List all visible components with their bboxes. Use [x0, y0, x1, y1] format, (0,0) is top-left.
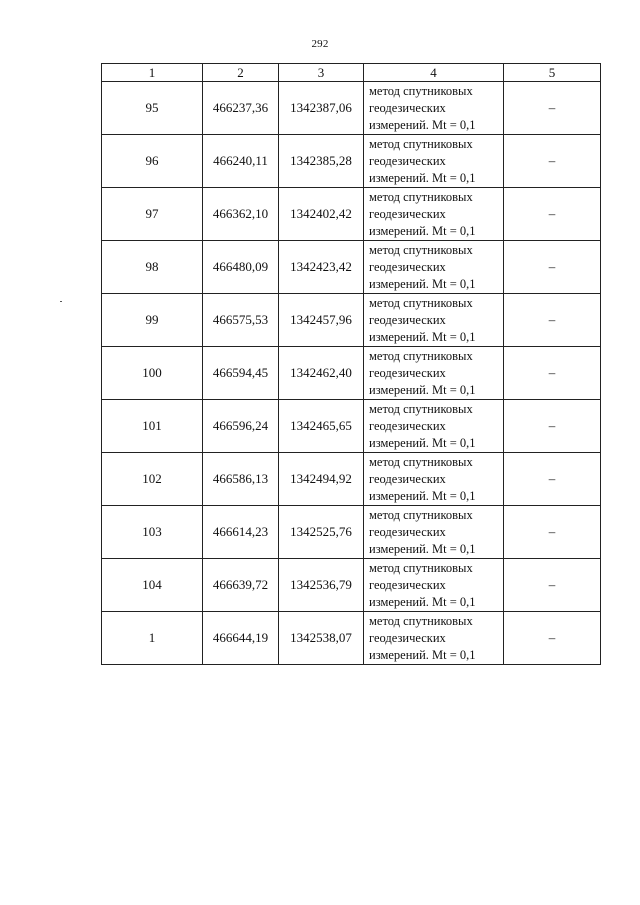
note-cell: –	[504, 400, 601, 453]
method-line: метод спутниковых	[369, 242, 473, 257]
method-cell	[364, 453, 504, 506]
method-line: измерений. Mt = 0,1	[369, 594, 476, 609]
y-coordinate-cell: 1342538,07	[279, 612, 364, 665]
method-cell	[364, 241, 504, 294]
method-line: метод спутниковых	[369, 454, 473, 469]
method-line: геодезических	[369, 312, 446, 327]
table-row	[102, 347, 601, 400]
method-cell	[364, 347, 504, 400]
y-coordinate-cell: 1342387,06	[279, 82, 364, 135]
header-col-3: 3	[279, 64, 364, 82]
table-row	[102, 188, 601, 241]
method-line: измерений. Mt = 0,1	[369, 329, 476, 344]
header-col-2: 2	[203, 64, 279, 82]
table-row	[102, 612, 601, 665]
coordinates-table	[101, 63, 601, 665]
table-row	[102, 453, 601, 506]
method-line: измерений. Mt = 0,1	[369, 223, 476, 238]
header-col-1: 1	[102, 64, 203, 82]
page-number: 292	[311, 38, 329, 50]
note-cell: –	[504, 135, 601, 188]
x-coordinate-cell: 466575,53	[203, 294, 279, 347]
method-line: метод спутниковых	[369, 348, 473, 363]
x-coordinate-cell: 466594,45	[203, 347, 279, 400]
y-coordinate-cell: 1342536,79	[279, 559, 364, 612]
point-number-cell: 101	[102, 400, 203, 453]
method-line: метод спутниковых	[369, 560, 473, 575]
method-line: геодезических	[369, 630, 446, 645]
method-cell	[364, 559, 504, 612]
method-cell	[364, 135, 504, 188]
point-number-cell: 96	[102, 135, 203, 188]
method-line: измерений. Mt = 0,1	[369, 488, 476, 503]
y-coordinate-cell: 1342465,65	[279, 400, 364, 453]
x-coordinate-cell: 466596,24	[203, 400, 279, 453]
x-coordinate-cell: 466240,11	[203, 135, 279, 188]
table-row	[102, 559, 601, 612]
x-coordinate-cell: 466480,09	[203, 241, 279, 294]
table-row	[102, 241, 601, 294]
method-cell	[364, 506, 504, 559]
method-line: измерений. Mt = 0,1	[369, 170, 476, 185]
method-cell	[364, 82, 504, 135]
table-header	[102, 64, 601, 82]
x-coordinate-cell: 466586,13	[203, 453, 279, 506]
method-line: измерений. Mt = 0,1	[369, 117, 476, 132]
y-coordinate-cell: 1342385,28	[279, 135, 364, 188]
table-row	[102, 400, 601, 453]
point-number-cell: 102	[102, 453, 203, 506]
method-line: измерений. Mt = 0,1	[369, 435, 476, 450]
point-number-cell: 98	[102, 241, 203, 294]
y-coordinate-cell: 1342457,96	[279, 294, 364, 347]
note-cell: –	[504, 188, 601, 241]
y-coordinate-cell: 1342462,40	[279, 347, 364, 400]
method-line: метод спутниковых	[369, 613, 473, 628]
method-line: геодезических	[369, 206, 446, 221]
margin-dot	[60, 301, 62, 302]
method-line: геодезических	[369, 418, 446, 433]
note-cell: –	[504, 612, 601, 665]
method-line: измерений. Mt = 0,1	[369, 541, 476, 556]
y-coordinate-cell: 1342423,42	[279, 241, 364, 294]
table-row	[102, 82, 601, 135]
method-cell	[364, 612, 504, 665]
y-coordinate-cell: 1342525,76	[279, 506, 364, 559]
point-number-cell: 95	[102, 82, 203, 135]
method-line: геодезических	[369, 259, 446, 274]
method-line: геодезических	[369, 577, 446, 592]
method-line: метод спутниковых	[369, 401, 473, 416]
note-cell: –	[504, 294, 601, 347]
x-coordinate-cell: 466639,72	[203, 559, 279, 612]
note-cell: –	[504, 559, 601, 612]
note-cell: –	[504, 241, 601, 294]
header-col-5: 5	[504, 64, 601, 82]
method-line: метод спутниковых	[369, 189, 473, 204]
x-coordinate-cell: 466644,19	[203, 612, 279, 665]
y-coordinate-cell: 1342494,92	[279, 453, 364, 506]
table-row	[102, 294, 601, 347]
point-number-cell: 100	[102, 347, 203, 400]
point-number-cell: 1	[102, 612, 203, 665]
note-cell: –	[504, 453, 601, 506]
method-cell	[364, 188, 504, 241]
method-line: геодезических	[369, 100, 446, 115]
method-line: геодезических	[369, 153, 446, 168]
note-cell: –	[504, 347, 601, 400]
x-coordinate-cell: 466614,23	[203, 506, 279, 559]
method-cell	[364, 294, 504, 347]
y-coordinate-cell: 1342402,42	[279, 188, 364, 241]
method-line: измерений. Mt = 0,1	[369, 276, 476, 291]
method-line: метод спутниковых	[369, 295, 473, 310]
point-number-cell: 103	[102, 506, 203, 559]
method-line: метод спутниковых	[369, 507, 473, 522]
note-cell: –	[504, 82, 601, 135]
x-coordinate-cell: 466237,36	[203, 82, 279, 135]
method-line: метод спутниковых	[369, 83, 473, 98]
method-line: геодезических	[369, 365, 446, 380]
x-coordinate-cell: 466362,10	[203, 188, 279, 241]
table-body	[102, 82, 601, 665]
method-line: измерений. Mt = 0,1	[369, 647, 476, 662]
point-number-cell: 104	[102, 559, 203, 612]
header-row	[102, 64, 601, 82]
point-number-cell: 99	[102, 294, 203, 347]
point-number-cell: 97	[102, 188, 203, 241]
method-line: геодезических	[369, 471, 446, 486]
method-line: метод спутниковых	[369, 136, 473, 151]
method-line: измерений. Mt = 0,1	[369, 382, 476, 397]
method-cell	[364, 400, 504, 453]
note-cell: –	[504, 506, 601, 559]
table-row	[102, 506, 601, 559]
header-col-4: 4	[364, 64, 504, 82]
table-row	[102, 135, 601, 188]
method-line: геодезических	[369, 524, 446, 539]
